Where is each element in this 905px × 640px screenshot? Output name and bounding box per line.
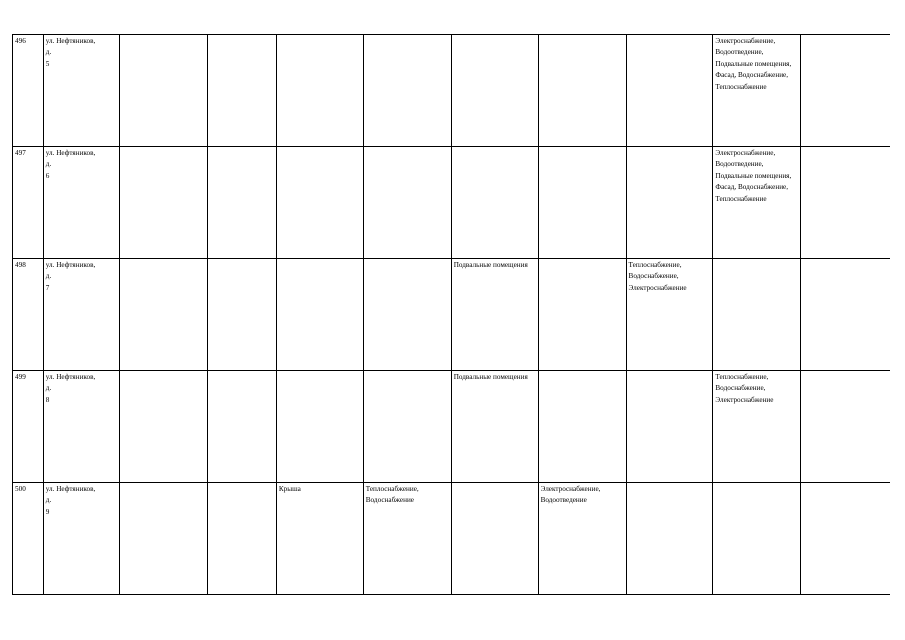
address-street: ул. Нефтяников, (45, 485, 96, 493)
table-cell (207, 483, 276, 595)
table-cell (276, 35, 363, 147)
address-street: ул. Нефтяников, (45, 37, 96, 45)
address-house: 7 (45, 283, 50, 292)
cell-text: Электроснабжение, Водоотведение, Подвальные помещения, Фасад, Водоснабжение, Теплоснабжение (715, 149, 792, 203)
table-cell (538, 371, 626, 483)
cell-text: Подвальные помещения (453, 373, 528, 381)
table-cell (538, 259, 626, 371)
table-cell (363, 35, 451, 147)
cell-text: Электроснабжение, Водоотведение, Подвальные помещения, Фасад, Водоснабжение, Теплоснабжение (715, 37, 792, 91)
table-cell (801, 259, 890, 371)
table-cell (801, 147, 890, 259)
table-cell (451, 35, 538, 147)
row-number: 498 (15, 261, 26, 269)
row-number: 497 (15, 149, 26, 157)
table-cell (713, 483, 801, 595)
row-number: 499 (15, 373, 26, 381)
table-row (13, 483, 891, 595)
address-cell (43, 35, 119, 147)
address-street: ул. Нефтяников, (45, 261, 96, 269)
table-cell (801, 483, 890, 595)
address-street: ул. Нефтяников, (45, 149, 96, 157)
table-cell (626, 35, 713, 147)
table-cell (538, 147, 626, 259)
address-house: 5 (45, 59, 50, 68)
row-number: 496 (15, 37, 26, 45)
table-cell (119, 371, 207, 483)
table-cell (363, 259, 451, 371)
address-cell (43, 371, 119, 483)
address-house: 6 (45, 171, 50, 180)
table-cell (451, 483, 538, 595)
address-abbr: д. (45, 272, 52, 281)
table-cell (801, 35, 890, 147)
cell-text: Крыша (278, 485, 301, 493)
table-cell (626, 483, 713, 595)
table-cell (713, 259, 801, 371)
table-cell (713, 147, 801, 259)
table-cell (713, 35, 801, 147)
table-cell (119, 259, 207, 371)
table-row (13, 147, 891, 259)
cell-text: Теплоснабжение, Водоснабжение (365, 485, 419, 505)
table-cell (538, 35, 626, 147)
row-number-cell (13, 371, 44, 483)
row-number-cell (13, 35, 44, 147)
table-cell (538, 483, 626, 595)
address-street: ул. Нефтяников, (45, 373, 96, 381)
table-cell (276, 483, 363, 595)
table-cell (119, 35, 207, 147)
address-cell (43, 483, 119, 595)
address-abbr: д. (45, 160, 52, 169)
table-cell (626, 259, 713, 371)
address-cell (43, 147, 119, 259)
table-cell (276, 371, 363, 483)
table-cell (363, 147, 451, 259)
address-abbr: д. (45, 48, 52, 57)
address-abbr: д. (45, 496, 52, 505)
table-row (13, 371, 891, 483)
address-house: 8 (45, 395, 50, 404)
table-cell (626, 147, 713, 259)
table-cell (363, 371, 451, 483)
row-number-cell (13, 483, 44, 595)
cell-text: Электроснабжение, Водоотведение (540, 485, 601, 505)
address-abbr: д. (45, 384, 52, 393)
table-row (13, 35, 891, 147)
table-cell (207, 371, 276, 483)
table-cell (207, 259, 276, 371)
cell-text: Теплоснабжение, Водоснабжение, Электроснабжение (628, 261, 687, 292)
table-cell (276, 259, 363, 371)
table-cell (626, 371, 713, 483)
table-cell (207, 147, 276, 259)
table-cell (451, 259, 538, 371)
table-body (13, 35, 891, 595)
row-number-cell (13, 259, 44, 371)
table-cell (363, 483, 451, 595)
table-cell (119, 147, 207, 259)
address-house: 9 (45, 507, 50, 516)
table-row (13, 259, 891, 371)
table-cell (276, 147, 363, 259)
table-cell (801, 371, 890, 483)
table-cell (451, 371, 538, 483)
table-cell (451, 147, 538, 259)
repair-schedule-table (12, 34, 890, 595)
row-number: 500 (15, 485, 26, 493)
table-cell (207, 35, 276, 147)
cell-text: Теплоснабжение, Водоснабжение, Электроснабжение (715, 373, 774, 404)
address-cell (43, 259, 119, 371)
row-number-cell (13, 147, 44, 259)
cell-text: Подвальные помещения (453, 261, 528, 269)
table-cell (713, 371, 801, 483)
table-cell (119, 483, 207, 595)
